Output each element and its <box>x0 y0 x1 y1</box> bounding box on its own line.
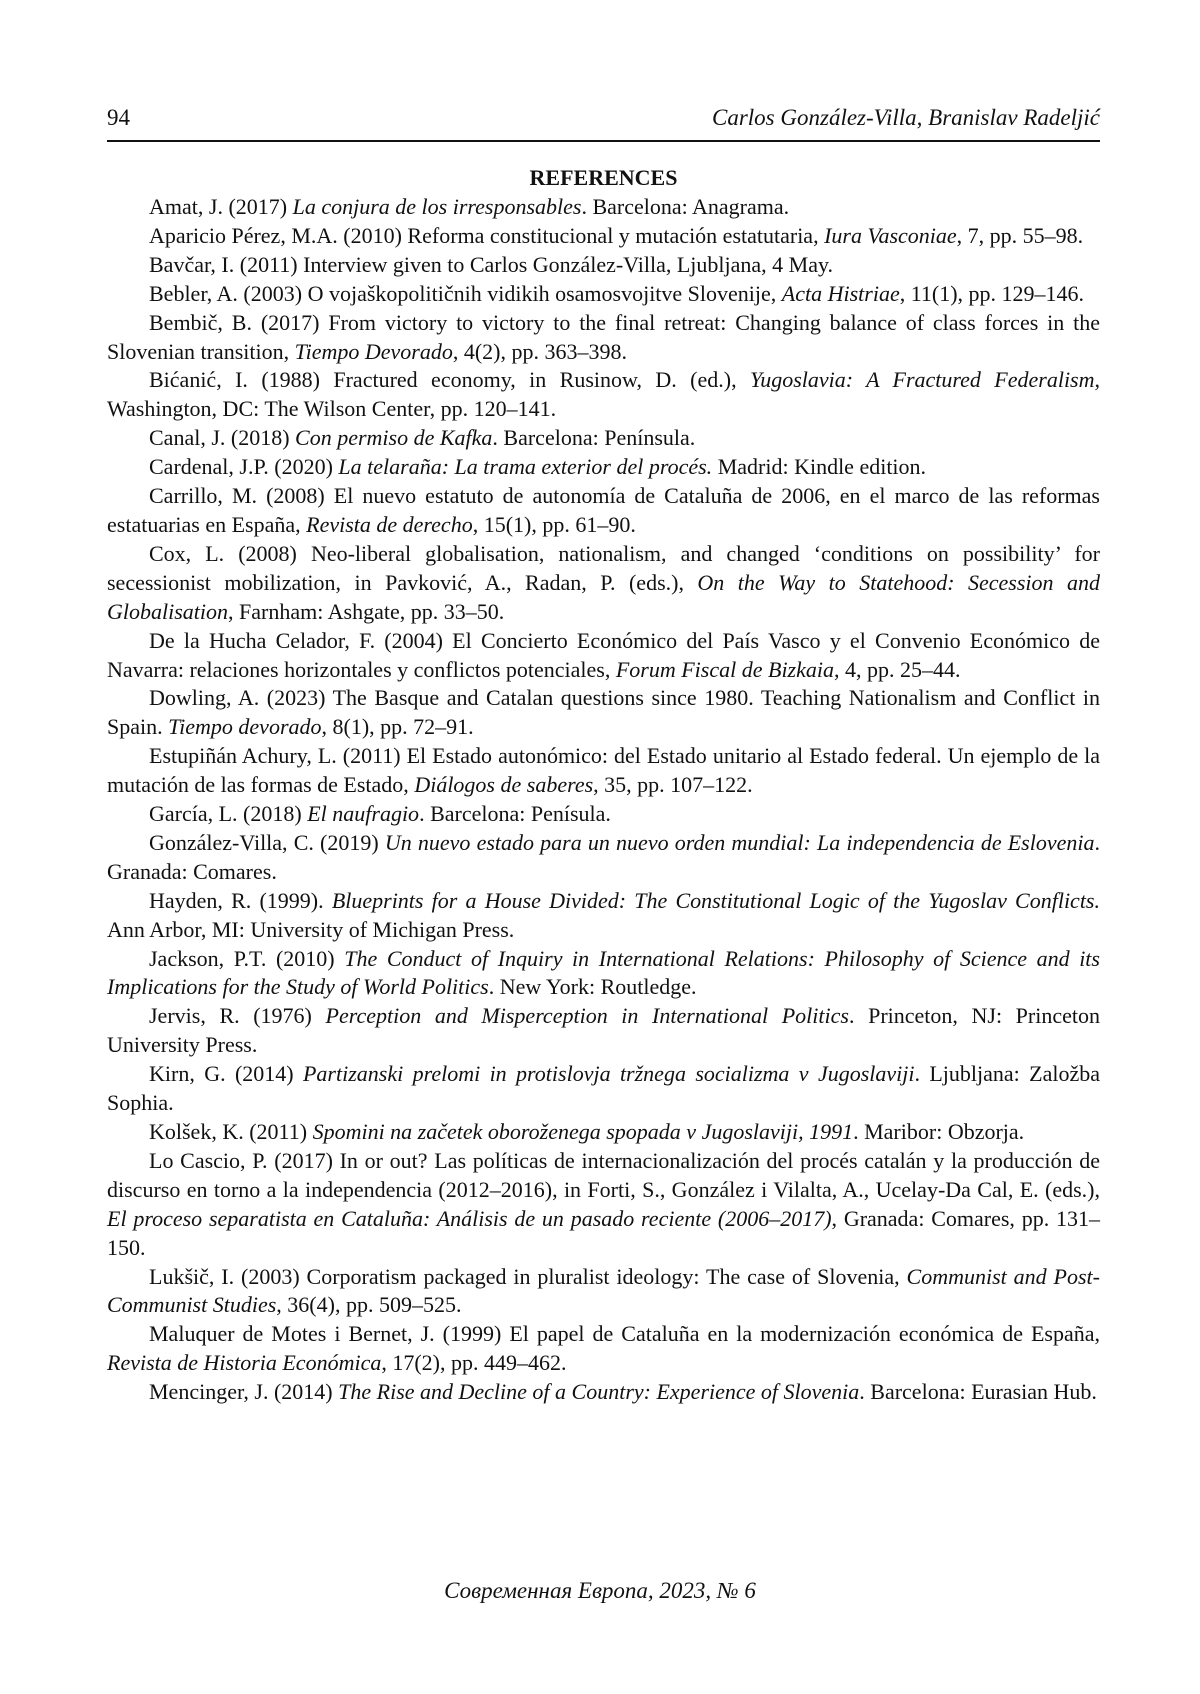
reference-text: Lo Cascio, P. (2017) In or out? Las políticas de internacionalización del procés catalán y la producción de discurso en torno a la independencia (2012–2016), in Forti, S., González i Vilalta, A., Ucelay-Da Cal, E. (eds.), <box>107 1147 1100 1202</box>
reference-title: El proceso separatista en Cataluña: Análisis de un pasado reciente (2006–2017) <box>107 1205 832 1231</box>
reference-text: Bavčar, I. (2011) Interview given to Carlos González-Villa, Ljubljana, 4 May. <box>149 251 834 277</box>
reference-text: García, L. (2018) <box>149 801 308 827</box>
reference-text: , Farnham: Ashgate, pp. 33–50. <box>228 598 505 624</box>
reference-entry <box>107 424 1100 453</box>
reference-title: La conjura de los irresponsables <box>292 194 582 219</box>
reference-entry <box>107 366 1100 424</box>
reference-text: , 15(1), pp. 61–90. <box>472 511 636 537</box>
reference-text: , 36(4), pp. 509–525. <box>276 1292 462 1318</box>
reference-title: Revista de derecho <box>306 511 473 537</box>
reference-text: Jackson, P.T. (2010) <box>149 945 345 971</box>
reference-text: . Barcelona: Eurasian Hub. <box>859 1379 1097 1405</box>
reference-title: Revista de Historia Económica <box>107 1350 382 1376</box>
reference-title: La telaraña: La trama exterior del procés. <box>338 454 713 480</box>
reference-entry <box>107 222 1100 251</box>
reference-title: Tiempo devorado <box>168 714 322 740</box>
reference-text: . Barcelona: Península. <box>492 425 696 451</box>
reference-text: , Granada: Comares, pp. 131–150. <box>107 1205 1100 1260</box>
reference-text: , 4, pp. 25–44. <box>834 656 961 682</box>
reference-text: Estupiñán Achury, L. (2011) El Estado autonómico: del Estado unitario al Estado federal. Un ejemplo de la mutación de las formas de Estado, <box>107 743 1100 798</box>
reference-text: , 4(2), pp. 363–398. <box>452 338 628 364</box>
reference-text: Hayden, R. (1999). <box>149 887 332 913</box>
reference-text: Carrillo, M. (2008) El nuevo estatuto de autonomía de Cataluña de 2006, en el marco de las reformas estatuarias en España, <box>107 483 1100 537</box>
reference-entry <box>107 453 1100 482</box>
reference-entry <box>107 1320 1100 1378</box>
reference-text: Lukšič, I. (2003) Corporatism packaged in pluralist ideology: The case of Slovenia, <box>149 1263 907 1289</box>
reference-title: The Rise and Decline of a Country: Experience of Slovenia <box>338 1379 860 1405</box>
reference-text: Jervis, R. (1976) <box>149 1003 326 1029</box>
reference-text: Kolšek, K. (2011) <box>149 1119 313 1144</box>
reference-title: Yugoslavia: A Fractured Federalism <box>749 367 1095 393</box>
reference-entry <box>107 684 1100 742</box>
reference-entry <box>107 251 1100 280</box>
reference-text: Ann Arbor, MI: University of Michigan Press. <box>107 916 515 942</box>
reference-title: Blueprints for a House Divided: The Constitutional Logic of the Yugoslav Conflicts. <box>331 887 1100 913</box>
reference-entry <box>107 742 1100 800</box>
reference-entry <box>107 193 1100 222</box>
reference-title: Partizanski prelomi in protislovja tržnega socializma v Jugoslaviji <box>302 1061 915 1087</box>
running-title: Carlos González-Villa, Branislav Radeljić <box>712 105 1100 130</box>
reference-entry <box>107 800 1100 829</box>
reference-text: De la Hucha Celador, F. (2004) El Concierto Económico del País Vasco y el Convenio Económico de Navarra: relaciones horizontales y conflictos potenciales, <box>107 627 1100 682</box>
reference-text: . Princeton, NJ: Princeton University Press. <box>107 1003 1100 1058</box>
reference-entry <box>107 1118 1100 1147</box>
reference-text: . Maribor: Obzorja. <box>853 1119 1025 1144</box>
reference-title: The Conduct of Inquiry in International Relations: Philosophy of Science and its Implications for the Study of World Politics <box>107 945 1100 1000</box>
reference-text: . Barcelona: Anagrama. <box>581 194 790 219</box>
reference-title: El naufragio <box>307 801 420 827</box>
reference-text: , 7, pp. 55–98. <box>956 222 1084 248</box>
reference-text: Cox, L. (2008) Neo-liberal globalisation, nationalism, and changed ‘conditions on possibility’ for secessionist mobilization, in Pavković, A., Radan, P. (eds.), <box>107 540 1100 595</box>
reference-entry <box>107 540 1100 627</box>
reference-entry <box>107 1263 1100 1321</box>
reference-list <box>107 193 1100 1407</box>
reference-text: Madrid: Kindle edition. <box>712 454 927 480</box>
reference-entry <box>107 482 1100 540</box>
page-header <box>107 100 1100 142</box>
reference-text: Maluquer de Motes i Bernet, J. (1999) El papel de Cataluña en la modernización económica de España, <box>149 1321 1100 1347</box>
reference-title: Communist and Post-Communist Studies <box>107 1263 1100 1318</box>
page-number: 94 <box>107 105 130 130</box>
reference-text: Aparicio Pérez, M.A. (2010) Reforma constitucional y mutación estatutaria, <box>149 222 825 248</box>
reference-text: Bićanić, I. (1988) Fractured economy, in Rusinow, D. (ed.), <box>149 367 750 393</box>
page-body <box>107 100 1100 1407</box>
reference-entry <box>107 829 1100 887</box>
reference-entry <box>107 627 1100 685</box>
reference-text: Mencinger, J. (2014) <box>149 1379 339 1405</box>
reference-title: Diálogos de saberes <box>414 772 594 798</box>
reference-entry <box>107 1147 1100 1263</box>
reference-entry <box>107 1060 1100 1118</box>
reference-text: . New York: Routledge. <box>488 974 697 1000</box>
reference-text: , 8(1), pp. 72–91. <box>321 714 474 740</box>
reference-entry <box>107 1378 1100 1407</box>
reference-text: Canal, J. (2018) <box>149 425 296 451</box>
reference-entry <box>107 1002 1100 1060</box>
reference-title: Forum Fiscal de Bizkaia <box>615 656 834 682</box>
page-footer: Современная Европа, 2023, № 6 <box>444 1578 756 1603</box>
reference-text: , 35, pp. 107–122. <box>593 772 753 798</box>
reference-text: . Granada: Comares. <box>107 829 1100 884</box>
reference-title: Iura Vasconiae <box>824 222 957 248</box>
reference-text: González-Villa, C. (2019) <box>149 829 385 855</box>
reference-text: , Washington, DC: The Wilson Center, pp. 120–141. <box>107 367 1101 422</box>
reference-text: Kirn, G. (2014) <box>149 1061 303 1087</box>
reference-text: Amat, J. (2017) <box>149 194 293 219</box>
reference-text: . Barcelona: Penísula. <box>419 801 611 827</box>
reference-title: Acta Histriae <box>781 280 900 306</box>
reference-title: On the Way to Statehood: Secession and Globalisation <box>107 569 1100 624</box>
reference-text: Bebler, A. (2003) O vojaškopolitičnih vidikih osamosvojitve Slovenije, <box>149 280 782 306</box>
reference-title: Un nuevo estado para un nuevo orden mundial: La independencia de Eslovenia <box>384 829 1095 855</box>
reference-entry <box>107 309 1100 367</box>
reference-title: Perception and Misperception in International Politics <box>325 1003 849 1029</box>
reference-text: , 17(2), pp. 449–462. <box>381 1350 567 1376</box>
reference-text: Cardenal, J.P. (2020) <box>149 454 339 480</box>
reference-entry <box>107 887 1100 945</box>
reference-entry <box>107 280 1100 309</box>
reference-title: Tiempo Devorado <box>294 338 453 364</box>
section-title: REFERENCES <box>529 165 678 190</box>
reference-text: , 11(1), pp. 129–146. <box>899 280 1085 306</box>
reference-title: Con permiso de Kafka <box>295 425 493 451</box>
reference-entry <box>107 945 1100 1003</box>
reference-text: Bembič, B. (2017) From victory to victory to the final retreat: Changing balance of class forces in the Slovenian transition, <box>107 309 1100 364</box>
reference-title: Spomini na začetek oboroženega spopada v Jugoslaviji, 1991 <box>312 1119 854 1144</box>
reference-text: . Ljubljana: Založba Sophia. <box>107 1061 1100 1116</box>
reference-text: Dowling, A. (2023) The Basque and Catalan questions since 1980. Teaching Nationalism and Conflict in Spain. <box>107 685 1100 740</box>
